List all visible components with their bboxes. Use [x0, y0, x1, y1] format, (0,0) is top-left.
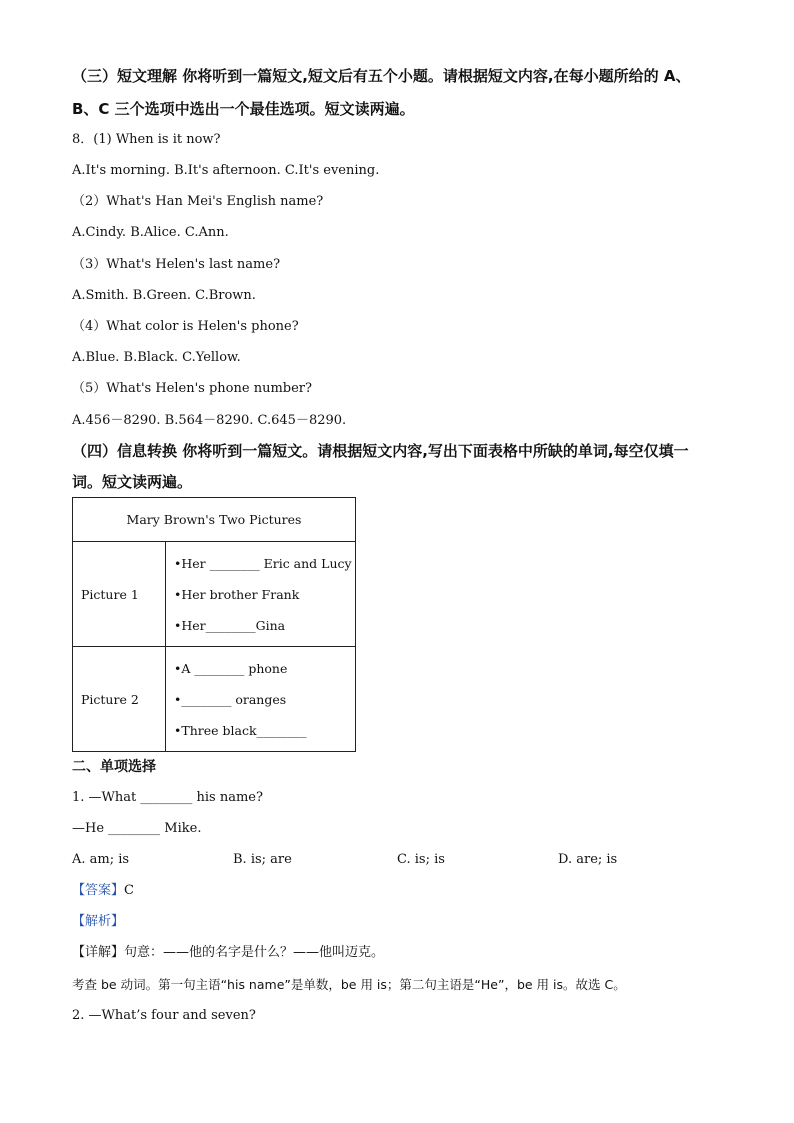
q8-question-4: （4）What color is Helen's phone?: [72, 319, 299, 334]
mc-q1-line2: —He ________ Mike.: [72, 821, 202, 836]
detail-text: 句意：——他的名字是什么？——他叫迈克。: [124, 945, 385, 960]
section4-instruction-line2: 词。短文读两遍。: [72, 473, 193, 491]
picture1-label: Picture 1: [73, 542, 166, 647]
q8-answer-2: A.Cindy. B.Alice. C.Ann.: [72, 225, 229, 240]
option-b: B. is; are: [233, 852, 292, 867]
explanation: 考查 be 动词。第一句主语“his name”是单数，be 用 is；第二句主语是“He”，be 用 is。故选 C。: [72, 977, 626, 992]
answer-line: [72, 883, 134, 899]
answer-label: 【答案】: [72, 883, 125, 898]
detail-line: [72, 945, 384, 961]
picture2-label: Picture 2: [73, 647, 166, 752]
picture1-item-1: •Her ________ Eric and Lucy: [174, 555, 352, 571]
section3-instruction-line2: B、C 三个选项中选出一个最佳选项。短文读两遍。: [72, 100, 415, 118]
mc-q2-line1: 2. —What’s four and seven?: [72, 1008, 256, 1023]
q8-question-1: 8．(1) When is it now?: [72, 132, 221, 147]
section4-instruction-line1: （四）信息转换 你将听到一篇短文。请根据短文内容,写出下面表格中所缺的单词,每空仅填一: [72, 442, 689, 460]
option-d: D. are; is: [558, 852, 618, 867]
q8-question-3: （3）What's Helen's last name?: [72, 257, 281, 272]
q8-answer-1: A.It's morning. B.It's afternoon. C.It's evening.: [72, 163, 380, 178]
option-a: A. am; is: [72, 852, 130, 867]
section3-instruction-line1: （三）短文理解 你将听到一篇短文,短文后有五个小题。请根据短文内容,在每小题所给的 A、: [72, 67, 691, 85]
q8-answer-5: A.456－8290. B.564－8290. C.645－8290.: [72, 413, 347, 428]
detail-label: 【详解】: [72, 945, 125, 960]
picture2-item-2: •________ oranges: [174, 691, 287, 707]
picture1-item-3: •Her________Gina: [174, 617, 286, 633]
option-c: C. is; is: [397, 852, 445, 867]
table-title: Mary Brown's Two Pictures: [73, 498, 356, 542]
q8-question-2: （2）What's Han Mei's English name?: [72, 194, 324, 209]
picture1-item-2: •Her brother Frank: [174, 586, 300, 602]
picture2-items: [166, 647, 356, 752]
info-table: [72, 497, 356, 752]
q8-answer-4: A.Blue. B.Black. C.Yellow.: [72, 350, 241, 365]
picture2-item-1: •A ________ phone: [174, 660, 288, 676]
picture1-items: [166, 542, 356, 647]
picture2-item-3: •Three black________: [174, 722, 307, 738]
q8-question-5: （5）What's Helen's phone number?: [72, 381, 312, 396]
mc-q1-line1: 1. —What ________ his name?: [72, 790, 263, 805]
part2-heading: 二、单项选择: [72, 759, 156, 775]
q8-answer-3: A.Smith. B.Green. C.Brown.: [72, 288, 256, 303]
analysis-label: 【解析】: [72, 914, 125, 929]
answer-value: C: [124, 883, 134, 898]
